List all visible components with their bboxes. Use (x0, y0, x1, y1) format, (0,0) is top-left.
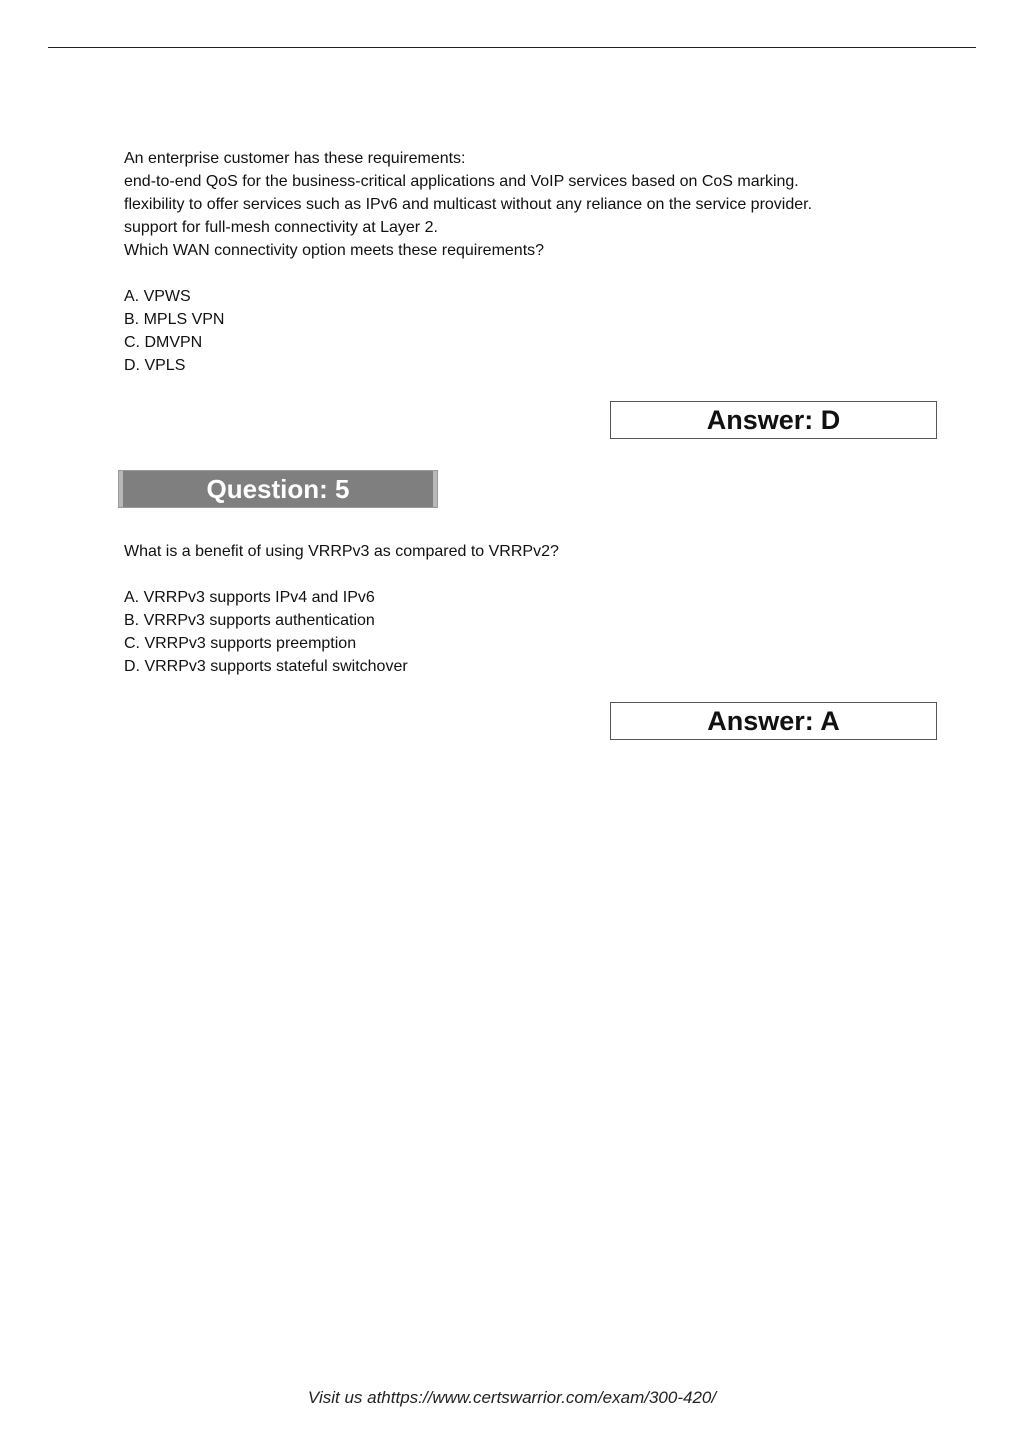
option-b: B. VRRPv3 supports authentication (124, 612, 375, 629)
option-a: A. VRRPv3 supports IPv4 and IPv6 (124, 589, 375, 606)
option-a: A. VPWS (124, 288, 191, 305)
option-c: C. VRRPv3 supports preemption (124, 635, 357, 652)
question-4-stem (124, 147, 812, 262)
question-5-options (124, 586, 408, 678)
question-4-stem-line: An enterprise customer has these requirements: (124, 150, 466, 167)
question-5-stem-line: What is a benefit of using VRRPv3 as compared to VRRPv2? (124, 543, 559, 560)
option-c: C. DMVPN (124, 334, 203, 351)
top-divider-line (48, 47, 976, 48)
footer-visit-link[interactable] (0, 1388, 1024, 1408)
option-d: D. VPLS (124, 357, 186, 374)
question-4-answer-text: Answer: D (706, 404, 841, 435)
question-5-answer-box (610, 702, 937, 740)
option-b: B. MPLS VPN (124, 311, 225, 328)
option-d: D. VRRPv3 supports stateful switchover (124, 658, 408, 675)
question-5-header (118, 470, 438, 508)
footer-text[interactable]: Visit us athttps://www.certswarrior.com/exam/300-420/ (307, 1388, 717, 1407)
question-4-answer-box (610, 401, 937, 439)
question-4-stem-line: end-to-end QoS for the business-critical applications and VoIP services based on CoS marking. (124, 173, 799, 190)
question-4-options (124, 285, 224, 377)
question-5-stem (124, 540, 559, 563)
question-5-answer-text: Answer: A (707, 705, 840, 736)
question-5-header-text: Question: 5 (206, 473, 350, 504)
question-4-stem-line: Which WAN connectivity option meets these requirements? (124, 242, 545, 259)
question-4-stem-line: flexibility to offer services such as IPv6 and multicast without any reliance on the service provider. (124, 196, 813, 213)
question-4-stem-line: support for full-mesh connectivity at Layer 2. (124, 219, 438, 236)
